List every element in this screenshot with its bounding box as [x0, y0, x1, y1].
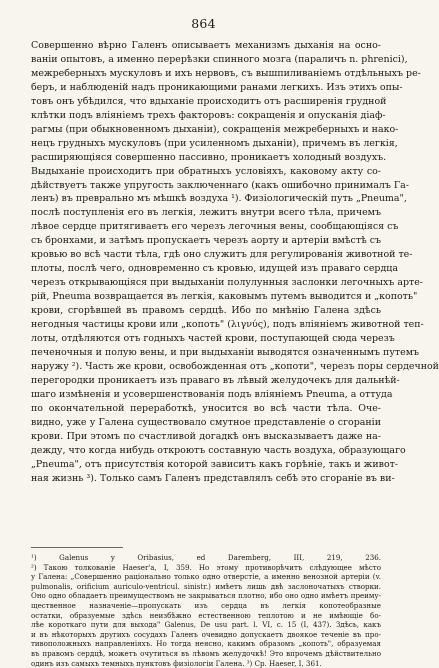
text-line: товъ онъ убѣдился, что вдыханіе происходитъ отъ расширенія грудной [31, 95, 387, 107]
footnote-line: щественное назначеніе—пропускать изъ сердца въ легкія копотеобразные [31, 600, 381, 610]
footnote-separator [31, 547, 123, 548]
footnotes [31, 553, 381, 668]
text-line: расширяющіяся совершенно пассивно, проникаетъ холодный воздухъ. [31, 151, 387, 163]
page-number: 864 [191, 16, 216, 31]
text-line: межреберныхъ мускуловъ и ихъ нервовъ, съ вышпиливаніемъ отдѣльныхъ ре- [31, 67, 421, 79]
text-line: съ бронхами, и затѣмъ пропускаетъ черезъ аорту и артеріи вмѣстѣ съ [31, 235, 382, 247]
text-line: перегородки проникаетъ изъ праваго въ лѣвый желудочекъ для дальнѣй- [31, 374, 400, 386]
text-line: шаго измѣненія и усовершенствованія подъ вліяніемъ Pneuma, а оттуда [31, 388, 393, 400]
footnote-line: остатки, образуемые здѣсь неизбѣжно естественною теплотою и не имѣющіе бо- [31, 610, 381, 620]
text-line: печеночныя и полую вены, и при выдыханіи выводятся означеннымъ путемъ [31, 346, 420, 358]
footnote-line: лѣе короткаго пути для выхода" Galenus, De usu part. l. VI, c. 15 (I, 437). Здѣсь, какъ [31, 620, 381, 630]
text-line: ваніи опытовъ, а именно перерѣзки спинного мозга (параличъ n. phrenici), [31, 53, 408, 65]
footnote-line: одинъ изъ самыхъ темныхъ пунктовъ физіологіи Галена. ³) Cp. Haeser, I, 361. [31, 658, 322, 668]
text-line: по окончательной переработкѣ, уносится во всѣ части тѣла. Оче- [31, 402, 381, 414]
text-line: черезъ открывающіяся при выдыханіи полулунныя заслонки легочныхъ арте- [31, 277, 423, 289]
text-line: лѣвое сердце притягиваетъ его черезъ легочныя вены, сообщающіяся съ [31, 221, 399, 233]
text-line: ленъ) въ преврально мъ мѣшкѣ воздуха ¹). Физіологическій путь „Pneuma", [31, 193, 407, 205]
text-line: беръ, и наблюденій надъ проникающими ранами легкихъ. Изъ этихъ опы- [31, 81, 403, 93]
text-line: рагмы (при обыкновенномъ дыханіи), сокращенія межреберныхъ и нако- [31, 123, 399, 135]
text-line: Совершенно вѣрно Галенъ описываетъ механизмъ дыханія на осно- [31, 40, 381, 51]
text-line: наружу ²). Часть же крови, освобожденная отъ „копоти", черезъ поры сердечной [31, 360, 439, 372]
text-line: негодныя частицы крови или „копоть" (λιγνύς), подъ вліяніемъ животной теп- [31, 319, 424, 331]
footnote-line: pulmonalis, orificium auriculo-ventricul. sinistr.) имѣетъ лишь двѣ заслоночатыхъ створки. [31, 581, 381, 591]
footnote-line: Оно одно обладаетъ преимуществомъ не закрываться плотно, ибо оно одно имѣетъ преиму- [31, 591, 381, 601]
footnote-line: ¹) Galenus y Oribasius, ed Daremberg, III, 219, 236. [31, 553, 381, 562]
text-line: крови, сгорѣвшей въ правомъ сердцѣ. Ибо по мнѣнію Галена здѣсь [31, 305, 381, 317]
text-line: дежду, что когда нибудь откроютъ составную часть воздуха, образующаго [31, 444, 406, 456]
text-line: клѣтки подъ вліяніемъ трехъ факторовъ: сокращенія и опусканія діаф- [31, 109, 386, 121]
text-line: лоты, отдѣляются отъ годныхъ частей крови, поступающей сюда черезъ [31, 333, 395, 345]
text-line: послѣ поступленія его въ легкія, лежитъ внутри всего тѣла, причемъ [31, 207, 381, 219]
footnote-line: у Галена: „Совершенно раціонально только одно отверстіе, а именно венозной артеріи (v. [31, 572, 381, 582]
text-line: „Pneuma", отъ присутствія которой зависитъ какъ горѣніе, такъ и живот- [31, 458, 399, 470]
footnote-line: въ правомъ сердцѣ, можетъ очутиться въ лѣвомъ желудочкѣ! Это впрочемъ дѣйствительно [31, 648, 381, 658]
text-line: рій, Pneuma возвращается въ легкія, каковымъ путемъ выводится и „копоть" [31, 291, 418, 303]
text-line: Выдыханіе происходитъ при обратныхъ условіяхъ, каковому акту со- [31, 165, 381, 177]
text-line: нецъ грудныхъ мускуловъ (при усиленномъ дыханіи), причемъ въ легкія, [31, 137, 398, 149]
text-line: крови. При этомъ по счастливой догадкѣ онъ высказываетъ даже на- [31, 430, 381, 442]
footnote-line: ²) Такою толкованіе Haeser'a, I, 359. Но этому противорѣчитъ слѣдующее мѣсто [31, 562, 381, 572]
text-line: кровью во всѣ части тѣла, гдѣ оно служитъ для регулированія животной те- [31, 249, 413, 261]
text-line: плоты, послѣ чего, одновременно съ кровью, идущей изъ праваго сердца [31, 263, 398, 275]
footnote-line: тивоположныхъ направленіяхъ. Но тогда неясно, какимъ образомъ „копоть", образуемая [31, 639, 381, 649]
main-text [31, 39, 439, 486]
text-line: дѣйствуетъ также упругость заключеннаго (какъ ошибочно принималъ Га- [31, 179, 409, 191]
text-line: ная жизнь ³). Только самъ Галенъ представлялъ себѣ это сгораніе въ ви- [31, 472, 395, 484]
footnote-line: и въ нѣкоторыхъ другихъ сосудахъ Галенъ очевидно допускаетъ двоякое теченіе въ про- [31, 629, 381, 639]
text-line: видно, уже у Галена существовало смутное представленіе о сгораніи [31, 416, 381, 428]
